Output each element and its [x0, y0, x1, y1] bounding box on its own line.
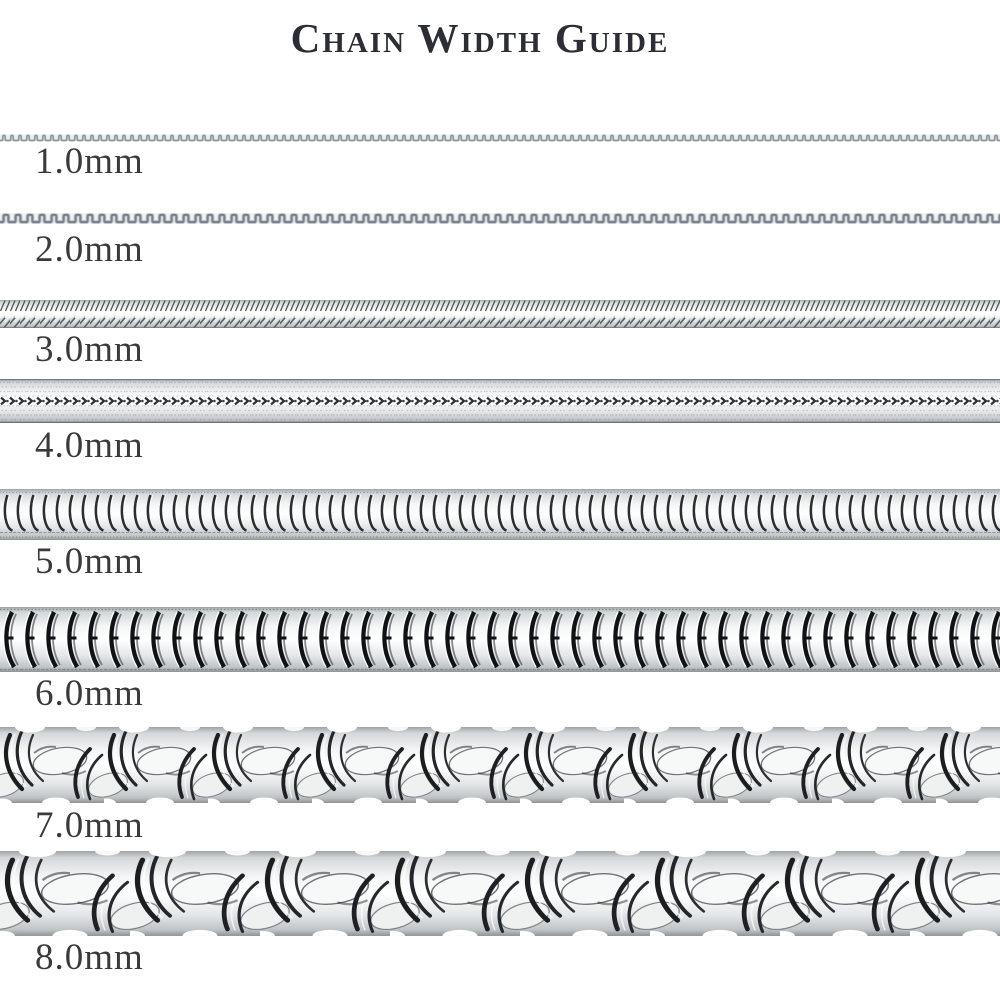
box-chain-1mm-image [0, 132, 1000, 142]
chain-width-label-4mm: 4.0mm [35, 425, 144, 466]
rope-chain-8mm-image [0, 851, 1000, 936]
chain-width-label-3mm: 3.0mm [35, 329, 144, 370]
chain-width-label-1mm: 1.0mm [35, 141, 144, 182]
chain-width-label-6mm: 6.0mm [35, 673, 144, 714]
snake-chain-6mm-image [0, 607, 1000, 672]
chain-width-label-5mm: 5.0mm [35, 541, 144, 582]
chain-width-label-8mm: 8.0mm [35, 937, 144, 978]
box-chain-2mm-image [0, 208, 1000, 228]
snake-chain-3mm-image [0, 300, 1000, 328]
snake-chain-4mm-image [0, 379, 1000, 423]
chain-width-label-7mm: 7.0mm [35, 805, 144, 846]
snake-chain-5mm-image [0, 489, 1000, 540]
page-title: Chain Width Guide [290, 15, 670, 61]
chain-width-label-2mm: 2.0mm [35, 229, 144, 270]
rope-chain-7mm-image [0, 727, 1000, 803]
